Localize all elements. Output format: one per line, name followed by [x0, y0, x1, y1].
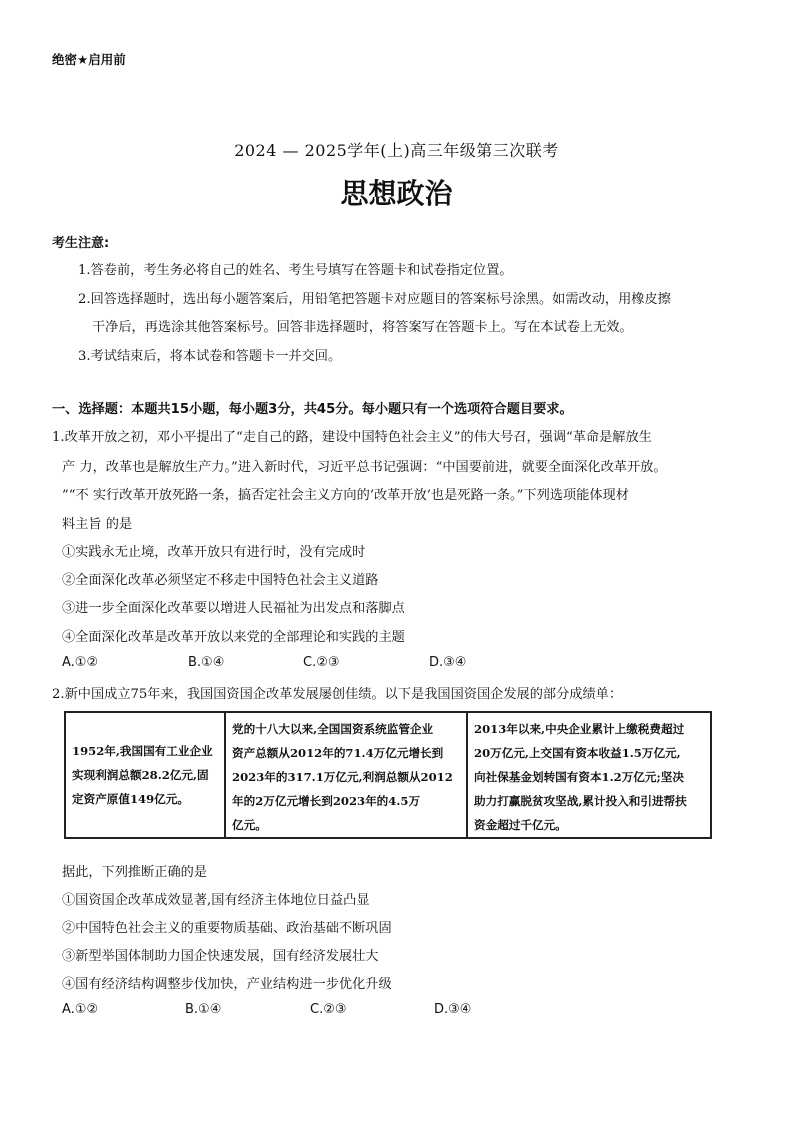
table-cell-line: 资产总额从2012年的71.4万亿元增长到: [232, 746, 444, 760]
table-cell-line: 1952年,我国国有工业企业: [72, 744, 213, 758]
table-cell-line: 党的十八大以来,全国国资系统监管企业: [232, 722, 434, 736]
q2-statement-1: ①国资国企改革成效显著,国有经济主体地位日益凸显: [62, 893, 370, 908]
table-cell-line: 2013年以来,中央企业累计上缴税费超过: [474, 722, 685, 736]
q1-option-d: D.③④: [429, 655, 467, 670]
achievement-table: [64, 711, 712, 839]
q2-statement-2: ②中国特色社会主义的重要物质基础、政治基础不断巩固: [62, 921, 392, 936]
q1-stem-line2: 产 力，改革也是解放生产力。”进入新时代，习近平总书记强调：“中国要前进，就要全面深化改革开放。: [62, 460, 667, 475]
exam-title: 2024 — 2025学年(上)高三年级第三次联考: [234, 141, 559, 160]
q2-option-b: B.①④: [185, 1002, 222, 1017]
table-cell-line: 20万亿元,上交国有资本收益1.5万亿元,: [474, 746, 681, 760]
q2-option-a: A.①②: [62, 1002, 99, 1017]
table-cell-line: 2023年的317.1万亿元,利润总额从2012: [232, 770, 453, 784]
table-cell-since-2013: [468, 713, 710, 837]
table-cell-line: 亿元。: [232, 818, 267, 832]
notice-item-3: 3.考试结束后，将本试卷和答题卡一并交回。: [78, 349, 342, 364]
q2-stem-intro: 2.新中国成立75年来，我国国资国企改革发展屡创佳绩。以下是我国国资国企发展的部分成绩单：: [52, 687, 623, 702]
notice-heading: 考生注意:: [52, 236, 110, 251]
q1-statement-2: ②全面深化改革必须坚定不移走中国特色社会主义道路: [62, 573, 379, 588]
q2-option-d: D.③④: [434, 1002, 472, 1017]
notice-item-2-line1: 2.回答选择题时，选出每小题答案后，用铅笔把答题卡对应题目的答案标号涂黑。如需改动，用橡皮擦: [78, 292, 671, 307]
q1-stem-line1: 1.改革开放之初，邓小平提出了“走自己的路，建设中国特色社会主义”的伟大号召，强调“革命是解放生: [52, 430, 652, 445]
table-cell-line: 向社保基金划转国有资本1.2万亿元;坚决: [474, 770, 684, 784]
table-cell-since-18th-congress: [226, 713, 468, 837]
table-cell-line: 定资产原值149亿元。: [72, 792, 189, 806]
q2-statement-4: ④国有经济结构调整步伐加快，产业结构进一步优化升级: [62, 977, 392, 992]
table-cell-line: 助力打赢脱贫攻坚战,累计投入和引进帮扶: [474, 794, 687, 808]
notice-item-2-line2: 干净后，再选涂其他答案标号。回答非选择题时，将答案写在答题卡上。写在本试卷上无效。: [92, 320, 633, 335]
subject-title: 思想政治: [340, 177, 453, 210]
table-cell-1952: [66, 713, 226, 837]
q1-option-a: A.①②: [62, 655, 99, 670]
q1-statement-4: ④全面深化改革是改革开放以来党的全部理论和实践的主题: [62, 630, 405, 645]
notice-item-1: 1.答卷前，考生务必将自己的姓名、考生号填写在答题卡和试卷指定位置。: [78, 263, 513, 278]
confidential-mark: 绝密★启用前: [52, 52, 126, 67]
q1-option-c: C.②③: [303, 655, 340, 670]
table-cell-line: 实现利润总额28.2亿元,固: [72, 768, 209, 782]
q1-statement-3: ③进一步全面深化改革要以增进人民福祉为出发点和落脚点: [62, 601, 405, 616]
q2-statement-3: ③新型举国体制助力国企快速发展，国有经济发展壮大: [62, 949, 379, 964]
q1-option-b: B.①④: [188, 655, 225, 670]
table-cell-line: 年的2万亿元增长到2023年的4.5万: [232, 794, 421, 808]
q1-statement-1: ①实践永无止境，改革开放只有进行时，没有完成时: [62, 545, 366, 560]
q1-stem-line3: ”“不 实行改革开放死路一条，搞否定社会主义方向的‘改革开放’也是死路一条。”下列选项能体现材: [62, 488, 629, 503]
table-cell-line: 资金超过千亿元。: [474, 818, 567, 832]
q1-stem-line4: 料主旨 的是: [62, 517, 133, 532]
section-heading: 一、选择题：本题共15小题，每小题3分，共45分。每小题只有一个选项符合题目要求。: [52, 402, 573, 417]
q2-stem-question: 据此，下列推断正确的是: [62, 865, 208, 880]
q2-option-c: C.②③: [310, 1002, 347, 1017]
